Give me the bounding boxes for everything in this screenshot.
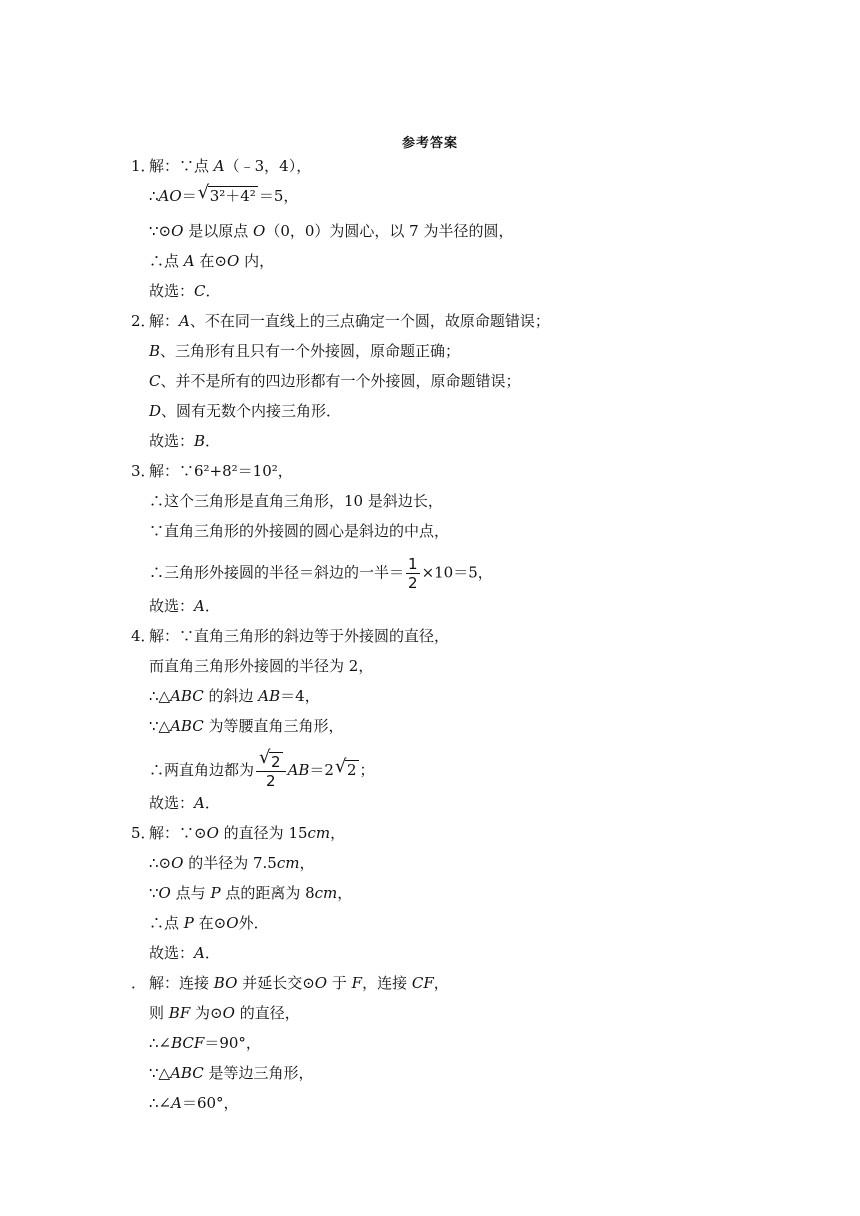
question-number: 4．	[131, 627, 156, 645]
answer-line: 则 BF 为⊙O 的直径，	[149, 1004, 300, 1022]
answer-line: ∴三角形外接圆的半径＝斜边的一半＝ $\frac{1}{2}$ ×10＝5，	[149, 555, 493, 592]
question-number: 3．	[131, 462, 156, 480]
question-number: 2．	[131, 312, 156, 330]
answer-line: ∴⊙O 的半径为 7.5cm，	[149, 854, 315, 872]
answer-line: C、并不是所有的四边形都有一个外接圆，原命题错误；	[149, 372, 521, 390]
answer-line: ∴点 A 在⊙O 内，	[149, 252, 275, 270]
fraction: √ 2 2	[256, 752, 286, 790]
answer-line: ∴∠BCF＝90°，	[149, 1034, 261, 1052]
answer-line: 解：∵6²+8²＝10²，	[149, 462, 293, 480]
answer-line: ∴这个三角形是直角三角形，10 是斜边长，	[149, 492, 443, 510]
answer-choice: 故选：C．	[149, 282, 221, 300]
answer-line: ∴∠A＝60°，	[149, 1094, 239, 1112]
answer-line: ∵⊙O 是以原点 O（0，0）为圆心，以 7 为半径的圆，	[149, 222, 514, 240]
answer-line: 解：∵⊙O 的直径为 15cm，	[149, 824, 346, 842]
answer-line: ∴点 P 在⊙O外．	[149, 914, 269, 932]
answer-choice: 故选：B．	[149, 432, 221, 450]
question-number: 1．	[131, 157, 156, 175]
answer-line: ∵直角三角形的外接圆的圆心是斜边的中点，	[149, 522, 450, 540]
question-number: ．	[131, 974, 147, 992]
answer-choice: 故选：A．	[149, 944, 220, 962]
fraction: $\frac{1}{2}$	[408, 555, 418, 592]
answer-line: 解：连接 BO 并延长交⊙O 于 F，连接 CF，	[149, 974, 449, 992]
page-title: 参考答案	[401, 136, 458, 151]
answer-choice: 故选：A．	[149, 597, 220, 615]
question-number: 5．	[131, 824, 156, 842]
answer-line: ∴△ABC 的斜边 AB＝4，	[149, 687, 320, 705]
answer-line: B、三角形有且只有一个外接圆，原命题正确；	[149, 342, 461, 360]
sqrt-expression: √ 2	[334, 756, 357, 779]
answer-line: ∴AO＝ √ 3²＋4² ＝5，	[149, 182, 299, 205]
answer-line: 解：∵点 A（﹣3，4），	[149, 157, 312, 175]
answer-line: 而直角三角形外接圆的半径为 2，	[149, 657, 374, 675]
sqrt-expression: √ 3²＋4²	[197, 182, 256, 205]
answer-line: ∴两直角边都为 √ 2 2 AB＝2 √ 2 ；	[149, 747, 375, 790]
answer-line: ∵O 点与 P 点的距离为 8cm，	[149, 884, 353, 902]
answer-line: D、圆有无数个内接三角形．	[149, 402, 342, 420]
answer-line: 解：∵直角三角形的斜边等于外接圆的直径，	[149, 627, 450, 645]
answer-line: ∵△ABC 为等腰直角三角形，	[149, 717, 344, 735]
answer-line: 解：A、不在同一直线上的三点确定一个圆，故原命题错误；	[149, 312, 550, 330]
answer-choice: 故选：A．	[149, 794, 220, 812]
answer-line: ∵△ABC 是等边三角形，	[149, 1064, 314, 1082]
